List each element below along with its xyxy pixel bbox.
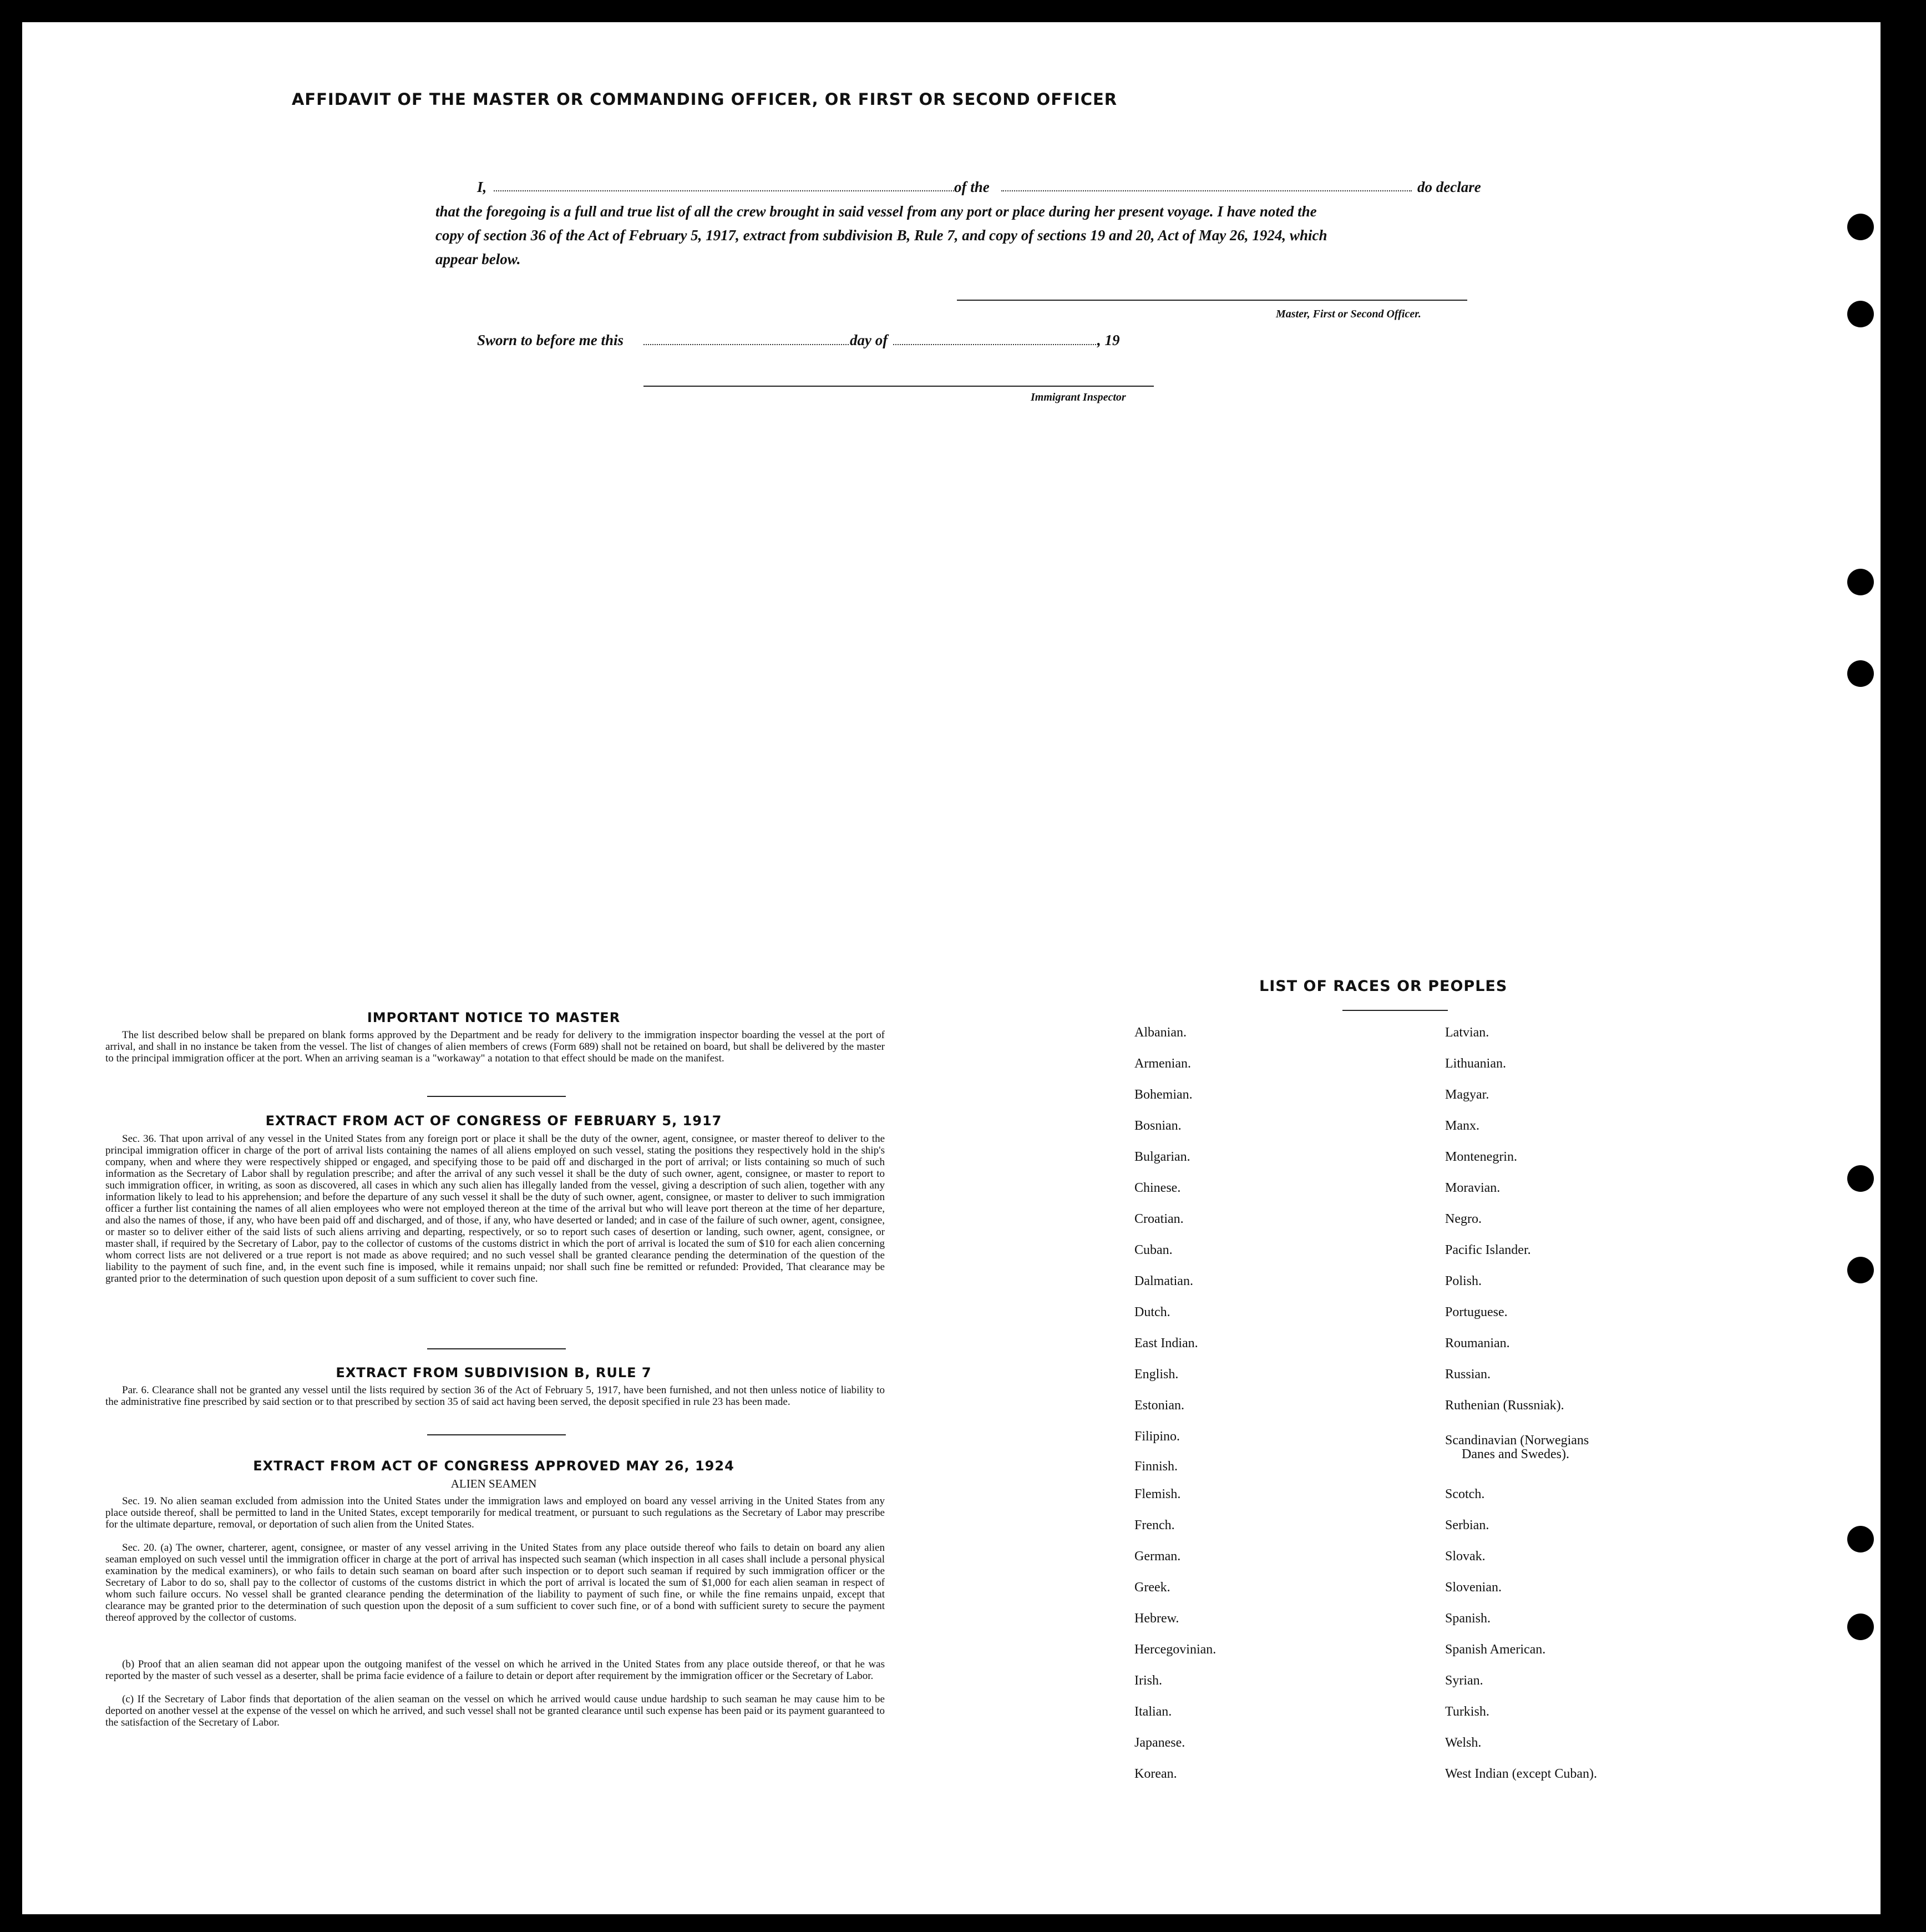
- race-item: Italian.: [1134, 1705, 1172, 1719]
- race-item: Lithuanian.: [1445, 1056, 1506, 1071]
- inspector-signature-line[interactable]: [643, 386, 1154, 387]
- document-page: [22, 22, 1881, 1914]
- divider: [427, 1348, 566, 1349]
- race-item: Flemish.: [1134, 1487, 1181, 1501]
- notice-title: IMPORTANT NOTICE TO MASTER: [367, 1010, 621, 1025]
- affidavit-declare-label: do declare: [1417, 179, 1481, 195]
- extract-rule7-title: EXTRACT FROM SUBDIVISION B, RULE 7: [336, 1365, 652, 1380]
- race-item: Portuguese.: [1445, 1305, 1508, 1319]
- extract-1924-sec20a: Sec. 20. (a) The owner, charterer, agent, consignee, or master of any vessel arriving in the United States from any place outside thereof who fails to detain on board any alien seaman employed on such vessel until the immigration officer in charge at the port of arrival has inspected such seaman (which inspection in all cases shall include a personal physical examination by the medical examiners), or who fails to detain such seaman on board after such inspection or to deport such seaman if required by such immigration officer or the Secretary of Labor to do so, shall pay to the collector of customs of the customs district in which the port of arrival is located the sum of $1,000 for each alien seaman in respect of whom such failure occurs. No vessel shall be granted clearance pending the determination of the liability to payment of such fine, or while the fine remains unpaid, except that clearance may be granted prior to the determination of such question upon the deposit of a sum sufficient to cover such fine, or of a bond with sufficient surety to secure the payment thereof approved by the collector of customs.: [105, 1542, 885, 1624]
- divider: [427, 1096, 566, 1097]
- race-item: Dutch.: [1134, 1305, 1170, 1319]
- race-item: Scotch.: [1445, 1487, 1485, 1501]
- race-item: Chinese.: [1134, 1181, 1181, 1195]
- race-item: Latvian.: [1445, 1025, 1489, 1040]
- name-blank[interactable]: [494, 190, 954, 191]
- affidavit-line-2: that the foregoing is a full and true list of all the crew brought in said vessel from any port or place during her present voyage. I have noted the: [435, 203, 1317, 220]
- race-item: Pacific Islander.: [1445, 1243, 1531, 1257]
- extract-1924-subtitle: ALIEN SEAMEN: [450, 1477, 537, 1490]
- race-item: East Indian.: [1134, 1336, 1198, 1351]
- race-item: Hebrew.: [1134, 1611, 1179, 1626]
- race-item: Spanish American.: [1445, 1642, 1546, 1657]
- punch-hole: [1847, 1257, 1874, 1283]
- race-item: Magyar.: [1445, 1088, 1489, 1102]
- race-item: West Indian (except Cuban).: [1445, 1767, 1597, 1781]
- race-item: Slovenian.: [1445, 1580, 1502, 1595]
- punch-hole: [1847, 1526, 1874, 1552]
- extract-1924-title: EXTRACT FROM ACT OF CONGRESS APPROVED MAY 26, 1924: [253, 1458, 734, 1474]
- punch-hole: [1847, 569, 1874, 595]
- master-signature-label: Master, First or Second Officer.: [1276, 308, 1421, 320]
- race-item: Welsh.: [1445, 1736, 1482, 1750]
- race-item: Roumanian.: [1445, 1336, 1510, 1351]
- race-item: English.: [1134, 1367, 1179, 1382]
- extract-rule7-text: Par. 6. Clearance shall not be granted any vessel until the lists required by section 36 of the Act of February 5, 1917, have been furnished, and not then unless notice of liability to the administrative fine prescribed by said section or to that prescribed by section 35 of said act having been served, the deposit specified in rule 23 has been made.: [105, 1384, 885, 1408]
- race-item: Polish.: [1445, 1274, 1482, 1288]
- sworn-month-blank[interactable]: [893, 344, 1098, 345]
- race-item: Croatian.: [1134, 1212, 1184, 1226]
- race-item: Japanese.: [1134, 1736, 1185, 1750]
- punch-hole: [1847, 660, 1874, 687]
- sworn-year-label: , 19: [1097, 332, 1120, 348]
- race-item: Spanish.: [1445, 1611, 1491, 1626]
- race-item: Serbian.: [1445, 1518, 1489, 1533]
- affidavit-title: AFFIDAVIT OF THE MASTER OR COMMANDING OFFICER, OR FIRST OR SECOND OFFICER: [291, 90, 1118, 109]
- race-item: Armenian.: [1134, 1056, 1191, 1071]
- punch-hole: [1847, 1614, 1874, 1640]
- punch-hole: [1847, 214, 1874, 240]
- races-title: LIST OF RACES OR PEOPLES: [1259, 978, 1508, 995]
- affidavit-i-label: I,: [477, 179, 487, 195]
- race-item: Bohemian.: [1134, 1088, 1193, 1102]
- race-item: Korean.: [1134, 1767, 1177, 1781]
- race-item: Estonian.: [1134, 1398, 1184, 1413]
- race-item: Negro.: [1445, 1212, 1482, 1226]
- extract-1924-sec19: Sec. 19. No alien seaman excluded from admission into the United States under the immigration laws and employed on board any vessel arriving in the United States from any place outside thereof, shall be permitted to land in the United States, except temporarily for medical treatment, or pursuant to such regulations as the Secretary of Labor may prescribe for the ultimate departure, removal, or deportation of such alien from the United States.: [105, 1495, 885, 1530]
- extract-1917-title: EXTRACT FROM ACT OF CONGRESS OF FEBRUARY 5, 1917: [265, 1113, 722, 1129]
- sworn-day-of-label: day of: [850, 332, 888, 348]
- affidavit-line-3: copy of section 36 of the Act of February 5, 1917, extract from subdivision B, Rule 7, and copy of sections 19 and 20, Act of May 26, 1924, which: [435, 227, 1327, 244]
- race-item: Finnish.: [1134, 1459, 1178, 1474]
- vessel-name-blank[interactable]: [1001, 190, 1412, 191]
- extract-1917-text: Sec. 36. That upon arrival of any vessel in the United States from any foreign port or place it shall be the duty of the owner, agent, consignee, or master thereof to deliver to the principal immigration officer in charge of the port of arrival lists containing the names of all aliens employed on such vessel, stating the positions they respectively hold in the ship's company, when and where they were respectively shipped or engaged, and specifying those to be paid off and discharged in the port of arrival; or lists containing so much of such information as the Secretary of Labor shall by regulation prescribe; and after the arrival of any such vessel it shall be the duty of such owner, agent, consignee, or master to report to such immigration officer, in writing, as soon as discovered, all cases in which any such alien has illegally landed from the vessel, giving a description of such alien, together with any information likely to lead to his apprehension; and before the departure of any such vessel it shall be the duty of such owner, agent, consignee, or master to deliver to such immigration officer a further list containing the names of all alien employees who were not employed thereon at the time of the arrival but who will leave port thereon at the time of her departure, and also the names of those, if any, who have been paid off and discharged, and of those, if any, who have deserted or landed; and in case of the failure of such owner, agent, consignee, or master so to deliver either of the said lists of such aliens arriving and departing, respectively, or so to report such cases of desertion or landing, such owner, agent, consignee, or master shall, if required by the Secretary of Labor, pay to the collector of customs of the customs district in which the port of arrival is located the sum of $10 for each alien concerning whom correct lists are not delivered or a true report is not made as above required; and no such vessel shall be granted clearance pending the determination of the question of the liability to the payment of such fine, and, in the event such fine is imposed, while it remains unpaid; nor shall such fine be remitted or refunded: Provided, That clearance may be granted prior to the determination of such question upon deposit of a sum sufficient to cover such fine.: [105, 1133, 885, 1284]
- race-item: Moravian.: [1445, 1181, 1501, 1195]
- race-item: Greek.: [1134, 1580, 1170, 1595]
- divider: [427, 1434, 566, 1435]
- race-item: Turkish.: [1445, 1705, 1489, 1719]
- inspector-signature-label: Immigrant Inspector: [1031, 391, 1126, 403]
- race-item: German.: [1134, 1549, 1181, 1564]
- race-item: Hercegovinian.: [1134, 1642, 1217, 1657]
- race-item: Syrian.: [1445, 1673, 1483, 1688]
- affidavit-of-the-label: of the: [954, 179, 990, 195]
- extract-1924-sec20c: (c) If the Secretary of Labor finds that deportation of the alien seaman on the vessel on which he arrived would cause undue hardship to such seaman he may cause him to be deported on another vessel at the expense of the vessel on which he arrived, and such vessel shall not be granted clearance until such expense has been paid or its payment guaranteed to the satisfaction of the Secretary of Labor.: [105, 1693, 885, 1728]
- race-item: Russian.: [1445, 1367, 1491, 1382]
- divider: [1342, 1010, 1448, 1011]
- race-item: Irish.: [1134, 1673, 1162, 1688]
- race-item: French.: [1134, 1518, 1175, 1533]
- sworn-day-blank[interactable]: [643, 344, 849, 345]
- race-item: Dalmatian.: [1134, 1274, 1193, 1288]
- race-item: Danes and Swedes).: [1462, 1447, 1569, 1461]
- punch-hole: [1847, 1165, 1874, 1192]
- extract-1924-sec20b: (b) Proof that an alien seaman did not appear upon the outgoing manifest of the vessel on which he arrived in the United States from any place outside thereof, or that he was reported by the master of such vessel as a deserter, shall be prima facie evidence of a failure to detain or deport after requirement by the immigration officer or the Secretary of Labor.: [105, 1658, 885, 1682]
- race-item: Bosnian.: [1134, 1119, 1182, 1133]
- race-item: Ruthenian (Russniak).: [1445, 1398, 1564, 1413]
- race-item: Albanian.: [1134, 1025, 1187, 1040]
- race-item: Montenegrin.: [1445, 1150, 1517, 1164]
- race-item: Manx.: [1445, 1119, 1479, 1133]
- race-item: Cuban.: [1134, 1243, 1173, 1257]
- affidavit-line-4: appear below.: [435, 251, 521, 267]
- notice-text: The list described below shall be prepared on blank forms approved by the Department and be ready for delivery to the immigration inspector boarding the vessel at the port of arrival, and shall in no instance be taken from the vessel. The list of changes of alien members of crews (Form 689) shall not be retained on board, but shall be delivered by the master to the principal immigration officer at the port. When an arriving seaman is a "workaway" a notation to that effect should be made on the manifest.: [105, 1029, 885, 1064]
- sworn-prefix: Sworn to before me this: [477, 332, 624, 348]
- punch-hole: [1847, 301, 1874, 327]
- race-item: Filipino.: [1134, 1429, 1180, 1444]
- master-signature-line[interactable]: [957, 300, 1467, 301]
- race-item: Slovak.: [1445, 1549, 1486, 1564]
- race-item: Scandinavian (Norwegians: [1445, 1433, 1589, 1448]
- race-item: Bulgarian.: [1134, 1150, 1190, 1164]
